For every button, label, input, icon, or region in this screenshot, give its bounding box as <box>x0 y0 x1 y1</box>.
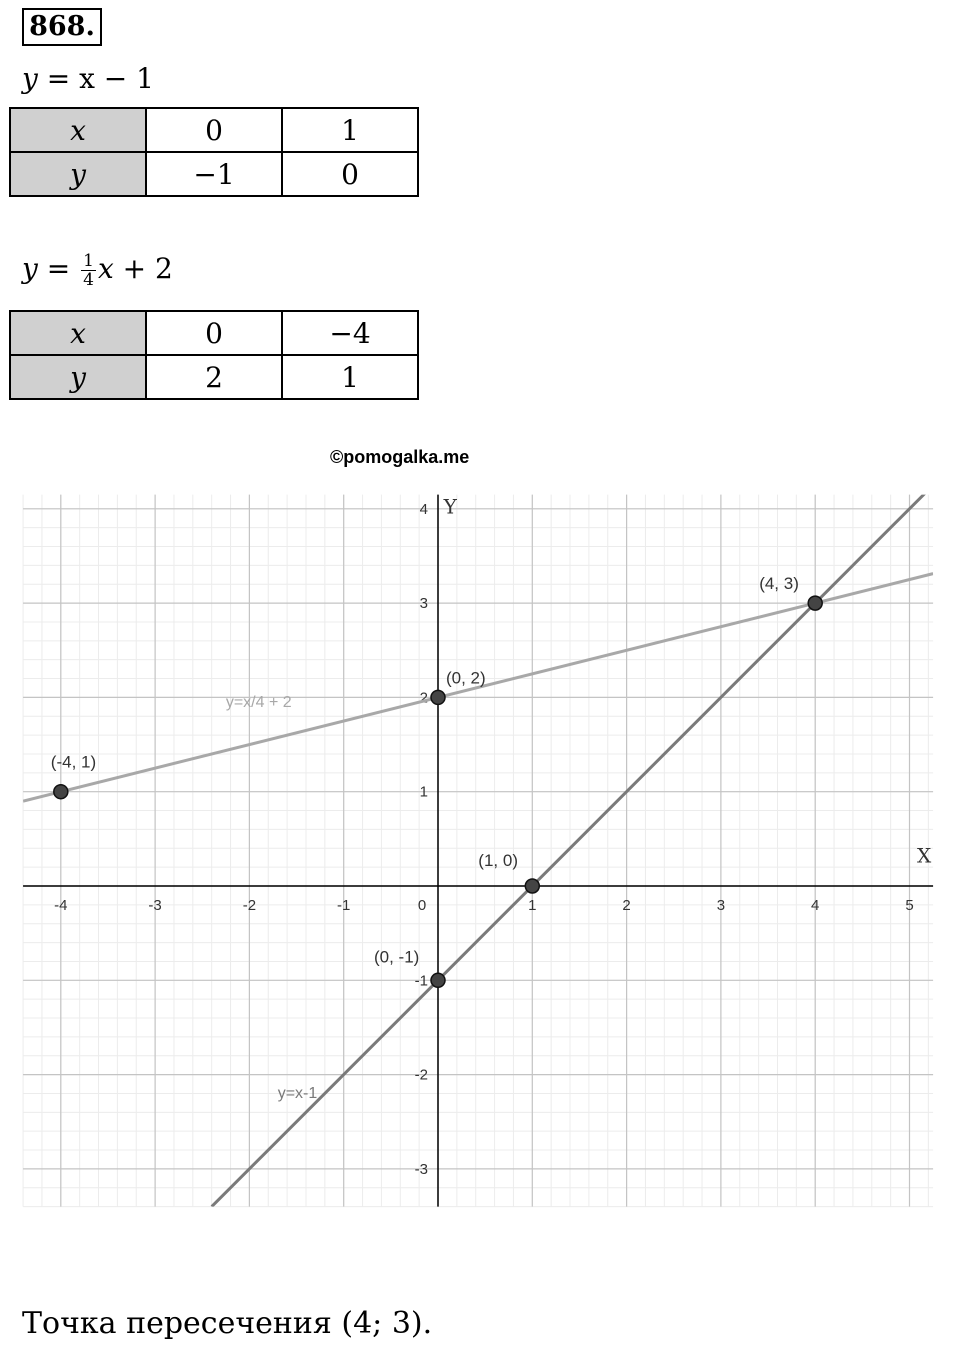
table-1-y-cell: 0 <box>282 152 418 196</box>
table-2-y-header: y <box>10 355 146 399</box>
point-label: (1, 0) <box>478 851 518 870</box>
y-tick-label: 2 <box>419 689 428 707</box>
equation-1-lhs: y <box>22 62 38 95</box>
x-tick-label: 3 <box>716 897 726 914</box>
y-tick-label: 3 <box>419 595 428 613</box>
point-label: (0, 2) <box>446 668 486 688</box>
table-row <box>10 152 418 196</box>
fraction-one-quarter <box>81 252 96 289</box>
table-1-y-cell: −1 <box>146 152 282 196</box>
data-point <box>431 973 445 987</box>
x-axis-label: X <box>917 843 932 868</box>
table-2-y-cell: 2 <box>146 355 282 399</box>
fraction-denominator: 4 <box>83 270 94 290</box>
watermark: ©pomogalka.me <box>330 447 470 467</box>
equation-2-rest: + 2 <box>113 252 173 285</box>
table-2-x-header: x <box>10 311 146 355</box>
answer-text: Точка пересечения (4; 3). <box>22 1306 433 1341</box>
coordinate-plane-chart <box>0 490 960 1220</box>
table-1-x-cell: 1 <box>282 108 418 152</box>
table-2-x-cell: 0 <box>146 311 282 355</box>
x-tick-label: 5 <box>905 897 914 914</box>
table-row <box>10 108 418 152</box>
data-point <box>431 690 445 704</box>
x-tick-label: 2 <box>622 897 631 914</box>
data-point <box>808 596 822 610</box>
equation-1-rhs: = x − 1 <box>46 62 154 95</box>
y-tick-label: -1 <box>414 972 428 990</box>
series-label-2: y=x/4 + 2 <box>225 693 292 711</box>
x-tick-label: -2 <box>242 897 257 914</box>
data-point <box>54 785 68 799</box>
x-tick-label: -1 <box>337 897 351 914</box>
table-1-x-cell: 0 <box>146 108 282 152</box>
equation-2-var: x <box>97 252 114 285</box>
x-tick-label: 4 <box>811 897 820 914</box>
series-label-1: y=x-1 <box>277 1085 318 1103</box>
value-table-2 <box>9 310 419 400</box>
equation-2-equals: = <box>37 252 71 285</box>
y-tick-label: -3 <box>414 1160 428 1178</box>
data-point <box>525 879 539 893</box>
point-label: (-4, 1) <box>50 752 97 772</box>
x-tick-label: -4 <box>54 897 68 914</box>
x-tick-label: -3 <box>148 897 162 914</box>
y-tick-label: -2 <box>414 1066 428 1084</box>
equation-2 <box>22 252 173 289</box>
table-2-x-cell: −4 <box>282 311 418 355</box>
table-row <box>10 311 418 355</box>
table-1-x-header: x <box>10 108 146 152</box>
y-axis-label: Y <box>443 494 457 519</box>
y-tick-label: 4 <box>419 500 428 518</box>
table-row <box>10 355 418 399</box>
x-tick-label: 1 <box>528 897 537 914</box>
y-tick-label: 1 <box>419 783 428 801</box>
problem-number: 868. <box>22 8 102 46</box>
table-1-y-header: y <box>10 152 146 196</box>
fraction-numerator: 1 <box>83 251 94 271</box>
table-2-y-cell: 1 <box>282 355 418 399</box>
equation-1 <box>22 62 154 95</box>
x-tick-label: 0 <box>417 897 427 914</box>
equation-2-lhs: y <box>22 252 38 285</box>
value-table-1 <box>9 107 419 197</box>
point-label: (0, -1) <box>374 947 420 967</box>
point-label: (4, 3) <box>759 574 799 594</box>
